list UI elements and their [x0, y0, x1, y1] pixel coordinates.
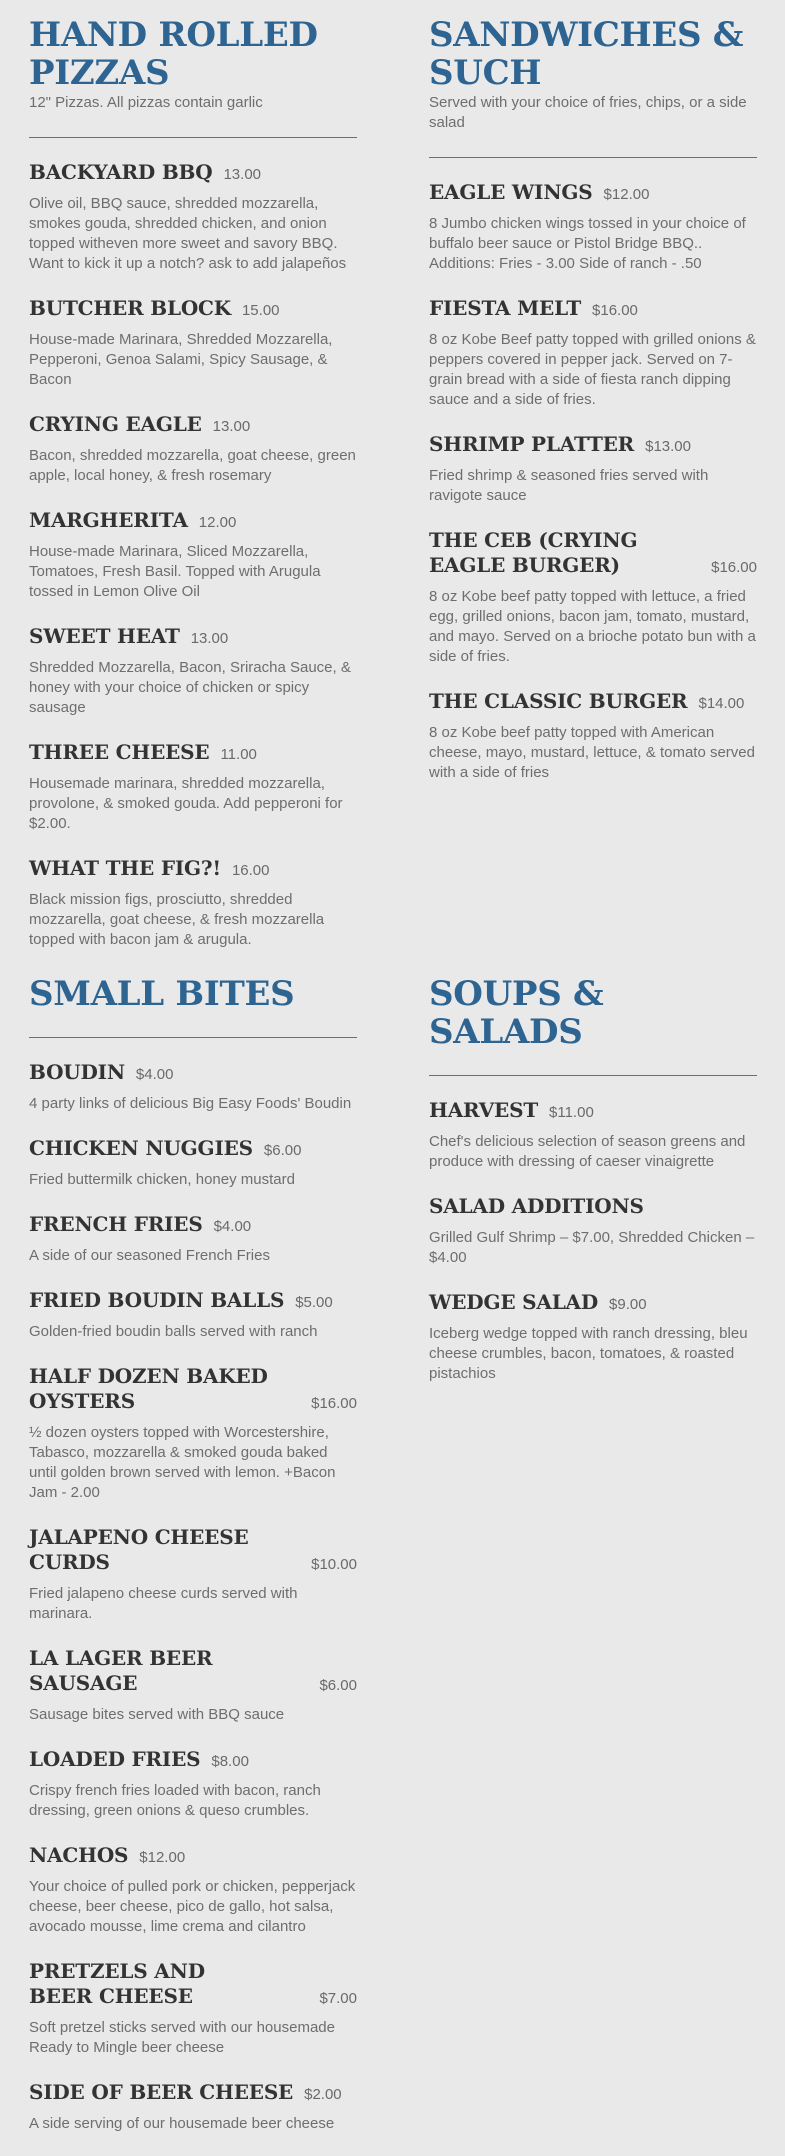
- menu-item-price: $11.00: [549, 1104, 594, 1121]
- menu-item-header: [29, 412, 357, 437]
- menu-item-header: [29, 856, 357, 881]
- menu-item-header: [29, 624, 357, 649]
- menu-item: [29, 160, 357, 274]
- menu-item-description: Black mission figs, prosciutto, shredded mozzarella, goat cheese, & fresh mozzarella topped with bacon jam & arugula.: [29, 891, 325, 948]
- menu-item-name: HARVEST: [429, 1098, 539, 1122]
- menu-item-name: LA LAGER BEER SAUSAGE: [29, 1646, 213, 1695]
- section-divider: [429, 1075, 757, 1076]
- menu-item-description: 8 oz Kobe Beef patty topped with grilled onions & peppers covered in pepper jack. Served on 7-grain bread with a side of fiesta ranch dipping sauce and a side of fries.: [429, 331, 756, 408]
- menu-item-name: JALAPENO CHEESE CURDS: [29, 1525, 249, 1574]
- menu-item: [429, 1098, 757, 1172]
- menu-item-description: Olive oil, BBQ sauce, shredded mozzarella, smokes gouda, shredded chicken, and onion topped witheven more sweet and savory BBQ. Want to kick it up a notch? ask to add jalapeños: [29, 195, 347, 272]
- menu-item-description: House-made Marinara, Shredded Mozzarella, Pepperoni, Genoa Salami, Spicy Sausage, & Bacon: [29, 331, 333, 388]
- menu-item-price: $16.00: [311, 1395, 357, 1412]
- menu-item-price: $6.00: [263, 1142, 302, 1159]
- menu-item-header: [429, 1098, 757, 1123]
- section-title: HAND ROLLED PIZZAS: [29, 15, 318, 93]
- menu-item-price: 15.00: [241, 302, 280, 319]
- menu-item-name: BUTCHER BLOCK: [29, 296, 231, 320]
- menu-item-name: BACKYARD BBQ: [29, 160, 213, 184]
- menu-item-header: [29, 1364, 357, 1414]
- menu-items: [429, 180, 757, 783]
- menu-item-header: [29, 740, 357, 765]
- menu-item-header: [429, 689, 757, 714]
- section-divider: [29, 137, 357, 138]
- menu-item-name: FIESTA MELT: [429, 296, 582, 320]
- menu-item-price: $4.00: [135, 1066, 174, 1083]
- section-note: 12" Pizzas. All pizzas contain garlic: [29, 94, 263, 111]
- menu-item-description: Grilled Gulf Shrimp – $7.00, Shredded Chicken – $4.00: [429, 1229, 755, 1266]
- section-title: SOUPS & SALADS: [429, 974, 604, 1052]
- menu-item-price: $9.00: [609, 1296, 647, 1313]
- menu-item-header: [29, 2080, 357, 2105]
- menu-item-header: [29, 1525, 357, 1575]
- section-title: SMALL BITES: [29, 974, 295, 1014]
- menu-item-name: THE CEB (CRYING EAGLE BURGER): [429, 528, 638, 577]
- menu-item-price: 11.00: [220, 746, 257, 763]
- section-title: SANDWICHES & SUCH: [429, 15, 744, 93]
- menu-item: [429, 1290, 757, 1384]
- menu-item-description: 8 oz Kobe beef patty topped with lettuce, a fried egg, grilled onions, bacon jam, tomato, mustard, and mayo. Served on a brioche potato bun with a side of fries.: [429, 588, 756, 665]
- menu-item-header: [29, 296, 357, 321]
- menu-item: [29, 1136, 357, 1190]
- menu-item: [429, 296, 757, 410]
- menu-item-description: Chef's delicious selection of season greens and produce with dressing of caeser vinaigrette: [429, 1133, 746, 1170]
- menu-item-header: [429, 1290, 757, 1315]
- menu-item-header: [29, 1843, 357, 1868]
- section-soups-salads: [429, 975, 757, 1406]
- menu-item-description: A side serving of our housemade beer cheese: [29, 2115, 335, 2132]
- menu-item-price: 13.00: [190, 630, 229, 647]
- menu-item-price: 16.00: [231, 862, 270, 879]
- section-sandwiches: [429, 16, 757, 805]
- menu-item-price: $12.00: [603, 186, 650, 203]
- section-note: Served with your choice of fries, chips, or a side salad: [429, 94, 747, 131]
- section-divider: [429, 157, 757, 158]
- menu-item-price: $13.00: [645, 438, 691, 455]
- menu-item-name: BOUDIN: [29, 1060, 125, 1084]
- menu-item-name: SWEET HEAT: [29, 624, 180, 648]
- menu-item-price: $10.00: [311, 1556, 357, 1573]
- menu-item-description: Shredded Mozzarella, Bacon, Sriracha Sauce, & honey with your choice of chicken or spicy sausage: [29, 659, 351, 716]
- menu-item-description: Fried buttermilk chicken, honey mustard: [29, 1171, 295, 1188]
- menu-item: [29, 412, 357, 486]
- menu-item-description: Iceberg wedge topped with ranch dressing, bleu cheese crumbles, bacon, tomatoes, & roasted pistachios: [429, 1325, 748, 1382]
- menu-item: [429, 432, 757, 506]
- menu-item: [29, 740, 357, 834]
- menu-item: [29, 856, 357, 950]
- menu-item: [29, 1959, 357, 2058]
- menu-item-description: Soft pretzel sticks served with our housemade Ready to Mingle beer cheese: [29, 2019, 335, 2056]
- menu-item-description: Golden-fried boudin balls served with ranch: [29, 1323, 318, 1340]
- menu-item-price: $12.00: [139, 1849, 186, 1866]
- menu-item: [29, 1525, 357, 1624]
- menu-item: [29, 1288, 357, 1342]
- menu-item-price: $8.00: [211, 1753, 249, 1770]
- menu-item-name: HALF DOZEN BAKED OYSTERS: [29, 1364, 268, 1413]
- menu-item-header: [29, 508, 357, 533]
- menu-item: [429, 528, 757, 667]
- menu-item-price: 12.00: [198, 514, 237, 531]
- menu-item-header: [29, 1212, 357, 1237]
- menu-item-name: CRYING EAGLE: [29, 412, 202, 436]
- menu-item-price: $16.00: [711, 559, 757, 576]
- menu-item-name: SIDE OF BEER CHEESE: [29, 2080, 294, 2104]
- menu-item-header: [29, 1747, 357, 1772]
- menu-item: [29, 624, 357, 718]
- menu-item-header: [29, 1646, 357, 1696]
- menu-item-header: [29, 1288, 357, 1313]
- menu-item: [429, 1194, 757, 1268]
- menu-item-name: LOADED FRIES: [29, 1747, 201, 1771]
- menu-item-header: [29, 160, 357, 185]
- menu-item: [29, 1364, 357, 1503]
- menu-item: [29, 1843, 357, 1937]
- menu-item: [29, 1060, 357, 1114]
- section-divider: [29, 1037, 357, 1038]
- menu-item-name: SALAD ADDITIONS: [429, 1194, 644, 1218]
- menu-item: [429, 180, 757, 274]
- menu-item: [29, 1212, 357, 1266]
- menu-item: [29, 2080, 357, 2134]
- menu-item-price: $4.00: [213, 1218, 252, 1235]
- menu-item-name: SHRIMP PLATTER: [429, 432, 635, 456]
- menu-item-name: WEDGE SALAD: [429, 1290, 599, 1314]
- menu-item-description: Fried shrimp & seasoned fries served with ravigote sauce: [429, 467, 709, 504]
- menu-item-description: A side of our seasoned French Fries: [29, 1247, 270, 1264]
- menu-item-description: Fried jalapeno cheese curds served with marinara.: [29, 1585, 298, 1622]
- menu-items: [29, 160, 357, 950]
- menu-item-header: [429, 1194, 757, 1219]
- menu-item-name: WHAT THE FIG?!: [29, 856, 221, 880]
- menu-item: [29, 508, 357, 602]
- menu-item-name: FRENCH FRIES: [29, 1212, 203, 1236]
- menu-item-price: $5.00: [295, 1294, 333, 1311]
- menu-item-header: [29, 1060, 357, 1085]
- menu-item-price: $6.00: [319, 1677, 357, 1694]
- menu-item-description: House-made Marinara, Sliced Mozzarella, Tomatoes, Fresh Basil. Topped with Arugula tossed in Lemon Olive Oil: [29, 543, 321, 600]
- menu-item-description: 8 Jumbo chicken wings tossed in your choice of buffalo beer sauce or Pistol Bridge BBQ.. Additions: Fries - 3.00 Side of ranch - .50: [429, 215, 746, 272]
- menu-item-header: [429, 432, 757, 457]
- menu-item-description: Your choice of pulled pork or chicken, pepperjack cheese, beer cheese, pico de gallo, hot salsa, avocado mousse, lime crema and cilantro: [29, 1878, 356, 1935]
- menu-item: [29, 1646, 357, 1725]
- menu-item-name: THE CLASSIC BURGER: [429, 689, 688, 713]
- menu-item-header: [429, 528, 757, 578]
- menu-item: [29, 1747, 357, 1821]
- menu-items: [29, 1060, 357, 2134]
- menu-item-name: NACHOS: [29, 1843, 129, 1867]
- menu-item-name: MARGHERITA: [29, 508, 188, 532]
- menu-item-description: Bacon, shredded mozzarella, goat cheese, green apple, local honey, & fresh rosemary: [29, 447, 356, 484]
- menu-item-header: [429, 180, 757, 205]
- menu-item-description: Sausage bites served with BBQ sauce: [29, 1706, 285, 1723]
- menu-item-description: Crispy french fries loaded with bacon, ranch dressing, green onions & queso crumbles.: [29, 1782, 321, 1819]
- menu-item-name: THREE CHEESE: [29, 740, 210, 764]
- menu-item-description: ½ dozen oysters topped with Worcestershire, Tabasco, mozzarella & smoked gouda baked until golden brown served with lemon. +Bacon Jam - 2.00: [29, 1424, 336, 1501]
- menu-item: [29, 296, 357, 390]
- menu-item-name: EAGLE WINGS: [429, 180, 593, 204]
- section-small-bites: [29, 975, 357, 2156]
- menu-item-name: CHICKEN NUGGIES: [29, 1136, 253, 1160]
- menu-item-description: Housemade marinara, shredded mozzarella, provolone, & smoked gouda. Add pepperoni for $2.00.: [29, 775, 343, 832]
- menu-item-name: FRIED BOUDIN BALLS: [29, 1288, 285, 1312]
- section-pizzas: [29, 16, 357, 972]
- menu-item-name: PRETZELS AND BEER CHEESE: [29, 1959, 205, 2008]
- menu-item-header: [429, 296, 757, 321]
- menu-item-price: $2.00: [304, 2086, 342, 2103]
- menu-item-price: $16.00: [592, 302, 638, 319]
- menu-item-header: [29, 1959, 357, 2009]
- menu-item: [429, 689, 757, 783]
- menu-item-description: 8 oz Kobe beef patty topped with American cheese, mayo, mustard, lettuce, & tomato served with a side of fries: [429, 724, 755, 781]
- menu-item-description: 4 party links of delicious Big Easy Foods' Boudin: [29, 1095, 352, 1112]
- menu-item-price: $14.00: [698, 695, 745, 712]
- menu-item-price: 13.00: [223, 166, 262, 183]
- menu-item-price: $7.00: [319, 1990, 357, 2007]
- menu-item-header: [29, 1136, 357, 1161]
- menu-items: [429, 1098, 757, 1384]
- menu-item-price: 13.00: [212, 418, 251, 435]
